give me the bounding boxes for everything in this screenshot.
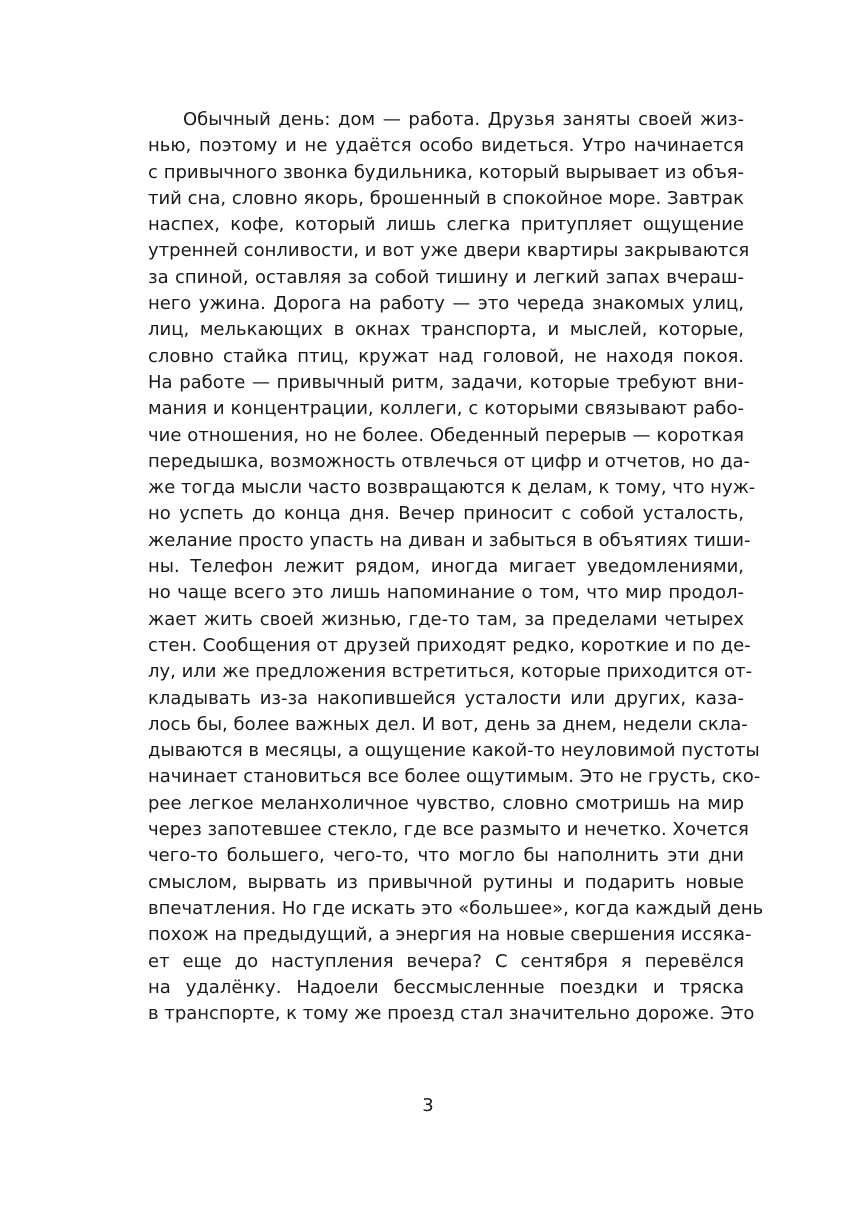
text-line: На работе — привычный ритм, задачи, которые требуют вни- <box>148 371 744 393</box>
text-line: ет еще до наступления вечера? С сентября я перевёлся <box>148 950 744 972</box>
text-line: похож на предыдущий, а энергия на новые свершения иссяка- <box>148 924 752 946</box>
text-line: дываются в месяцы, а ощущение какой-то неуловимой пустоты <box>148 740 760 762</box>
text-line: начинает становиться все более ощутимым. Это не грусть, ско- <box>148 766 761 788</box>
text-line: смыслом, вырвать из привычной рутины и подарить новые <box>148 871 744 893</box>
text-line: чего-то большего, чего-то, что могло бы наполнить эти дни <box>148 845 744 867</box>
text-line: на удалёнку. Надоели бессмысленные поездки и тряска <box>148 976 744 998</box>
text-line: наспех, кофе, который лишь слегка притупляет ощущение <box>148 214 744 236</box>
text-line: лось бы, более важных дел. И вот, день за днем, недели скла- <box>148 713 748 735</box>
page-number: 3 <box>422 1095 434 1116</box>
text-line: но чаще всего это лишь напоминание о том, что мир продол- <box>148 582 744 604</box>
text-line: же тогда мысли часто возвращаются к делам, к тому, что нуж- <box>148 477 756 499</box>
text-line: Обычный день: дом — работа. Друзья заняты своей жиз- <box>183 109 744 130</box>
text-line: за спиной, оставляя за собой тишину и легкий запах вчераш- <box>148 266 744 288</box>
text-line: рее легкое меланхоличное чувство, словно смотришь на мир <box>148 792 744 814</box>
text-line: утренней сонливости, и вот уже двери квартиры закрываются <box>148 240 750 262</box>
text-line: него ужина. Дорога на работу — это череда знакомых улиц, <box>148 293 744 315</box>
text-line: с привычного звонка будильника, который вырывает из объя- <box>148 161 744 183</box>
text-line: желание просто упасть на диван и забыться в объятиях тиши- <box>148 529 751 551</box>
text-line: лу, или же предложения встретиться, которые приходится от- <box>148 661 753 683</box>
text-line: тий сна, словно якорь, брошенный в спокойное море. Завтрак <box>148 187 744 209</box>
text-line: мания и концентрации, коллеги, с которыми связывают рабо- <box>148 398 744 420</box>
text-line: в транспорте, к тому же проезд стал значительно дороже. Это <box>148 1003 755 1025</box>
text-line: словно стайка птиц, кружат над головой, не находя покоя. <box>148 345 744 367</box>
body-paragraph <box>148 107 764 1027</box>
text-line: через запотевшее стекло, где все размыто и нечетко. Хочется <box>148 819 749 841</box>
text-line: ны. Телефон лежит рядом, иногда мигает уведомлениями, <box>148 556 744 578</box>
text-line: передышка, возможность отвлечься от цифр и отчетов, но да- <box>148 450 751 472</box>
text-line: впечатления. Но где искать это «большее», когда каждый день <box>148 897 764 919</box>
text-line: чие отношения, но не более. Обеденный перерыв — короткая <box>148 424 744 446</box>
text-line: стен. Сообщения от друзей приходят редко, короткие и по де- <box>148 634 751 656</box>
text-line: лиц, мелькающих в окнах транспорта, и мыслей, которые, <box>148 319 744 341</box>
text-line: жает жить своей жизнью, где-то там, за пределами четырех <box>148 608 744 630</box>
text-line: нью, поэтому и не удаётся особо видеться. Утро начинается <box>148 135 744 157</box>
text-line: но успеть до конца дня. Вечер приносит с собой усталость, <box>148 503 744 525</box>
text-line: кладывать из-за накопившейся усталости или других, каза- <box>148 687 744 709</box>
